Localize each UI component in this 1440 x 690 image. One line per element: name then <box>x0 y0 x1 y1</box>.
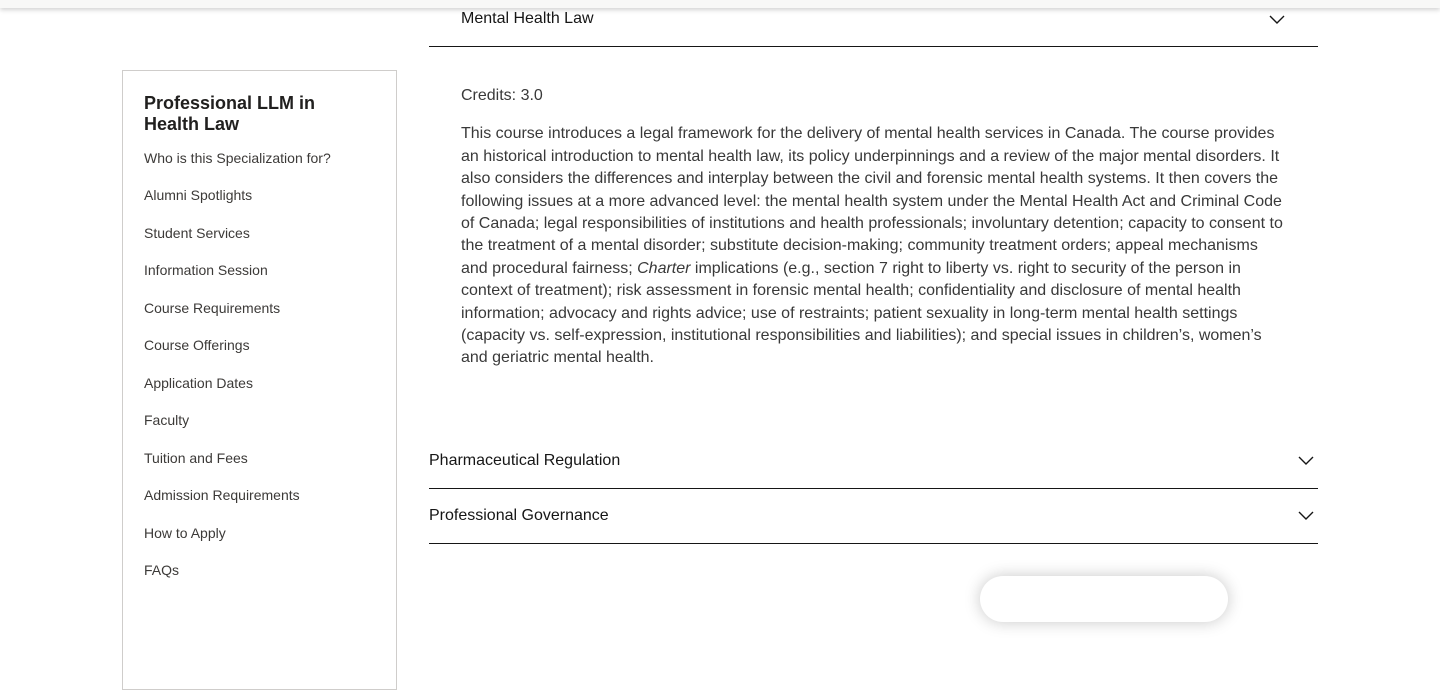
accordion-title: Pharmaceutical Regulation <box>429 451 621 469</box>
floating-widget[interactable] <box>980 576 1228 622</box>
sidebar-item-alumni-spotlights[interactable]: Alumni Spotlights <box>144 187 253 204</box>
sidebar-item-application-dates[interactable]: Application Dates <box>144 374 253 391</box>
course-nav-sidebar <box>122 70 397 690</box>
sidebar-item-admission-requirements[interactable]: Admission Requirements <box>144 487 300 504</box>
chevron-down-icon <box>1298 456 1314 465</box>
sidebar-item-course-requirements[interactable]: Course Requirements <box>144 299 281 316</box>
description-text: implications (e.g., section 7 right to liberty vs. right to security of the person in context of treatment); risk assessment in forensic mental health; confidentiality and disclosure of mental health information; advocacy and rights advice; use of restraints; patient sexuality in long-term mental health settings (capacity vs. self-expression, institutional responsibilities and liabilities); and special issues in children’s, women’s and geriatric mental health. <box>461 259 1262 367</box>
sidebar-nav <box>123 139 396 589</box>
chevron-down-icon <box>1269 15 1285 24</box>
accordion-item-mental-health-law <box>429 0 1318 434</box>
sidebar-item-who-is-this-specialization-for[interactable]: Who is this Specialization for? <box>144 149 331 166</box>
sticky-header-edge <box>0 0 1440 8</box>
sidebar-item-tuition-and-fees[interactable]: Tuition and Fees <box>144 449 248 466</box>
accordion-header-professional-governance[interactable] <box>429 489 1318 544</box>
course-accordion <box>429 0 1318 544</box>
sidebar-item-student-services[interactable]: Student Services <box>144 224 250 241</box>
sidebar-title: Professional LLM in Health Law <box>144 93 316 134</box>
sidebar-item-how-to-apply[interactable]: How to Apply <box>144 524 226 541</box>
accordion-item-pharmaceutical-regulation <box>429 434 1318 489</box>
description-italic-text: Charter <box>637 259 691 277</box>
description-text: This course introduces a legal framework for the delivery of mental health services in Canada. The course provides an historical introduction to mental health law, its policy underpinnings and a review of the major mental disorders. It also considers the differences and interplay between the civil and forensic mental health systems. It then covers the following issues at a more advanced level: the mental health system under the Mental Health Act and Criminal Code of Canada; legal responsibilities of institutions and health professionals; involuntary detention; capacity to consent to the treatment of a mental disorder; substitute decision-making; community treatment orders; appeal mechanisms and procedural fairness; <box>461 125 1283 277</box>
accordion-content <box>429 47 1318 434</box>
sidebar-item-course-offerings[interactable]: Course Offerings <box>144 337 250 354</box>
course-description <box>461 123 1283 369</box>
accordion-header-pharmaceutical-regulation[interactable] <box>429 434 1318 489</box>
course-credits: Credits: 3.0 <box>461 87 543 104</box>
sidebar-item-faqs[interactable]: FAQs <box>144 562 180 579</box>
accordion-title: Mental Health Law <box>461 10 594 27</box>
accordion-title: Professional Governance <box>429 506 609 524</box>
sidebar-item-information-session[interactable]: Information Session <box>144 262 268 279</box>
accordion-item-professional-governance <box>429 489 1318 544</box>
chevron-down-icon <box>1298 511 1314 520</box>
sidebar-item-faculty[interactable]: Faculty <box>144 412 190 429</box>
